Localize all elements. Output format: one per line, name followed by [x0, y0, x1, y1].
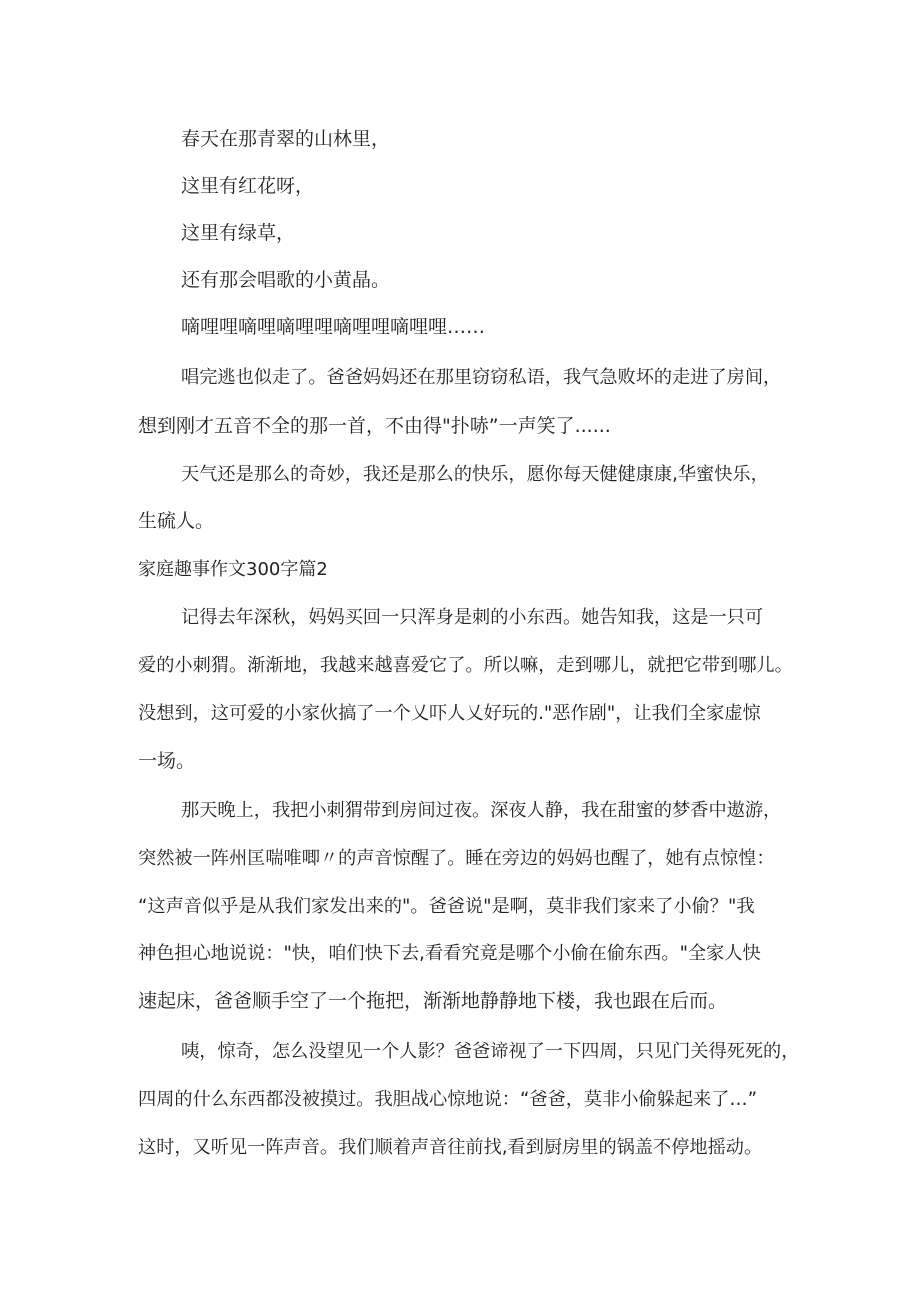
poem-line: 春天在那青翠的山林里， [181, 128, 391, 150]
paragraph-line: 突然被一阵州匡喘唯唧〃的声音惊醒了。睡在旁边的妈妈也醒了，她有点惊惶： [138, 848, 775, 869]
paragraph-line: 天气还是那么的奇妙，我还是那么的快乐，愿你每天健健康康,华蜜快乐， [181, 464, 769, 485]
poem-line: 嘀哩哩嘀哩嘀哩哩嘀哩哩嘀哩哩…… [181, 316, 486, 338]
paragraph-line: “这声音似乎是从我们家发出来的"。爸爸说"是啊，莫非我们家来了小偷？"我 [138, 896, 755, 917]
poem-line: 这里有红花呀， [181, 175, 315, 197]
paragraph-line: 那天晚上，我把小刺猬带到房间过夜。深夜人静，我在甜蜜的梦香中遨游， [181, 800, 782, 821]
poem-line: 还有那会唱歌的小黄晶。 [181, 269, 391, 291]
paragraph-line: 四周的什么东西都没被摸过。我胆战心惊地说：“爸爸，莫非小偷躲起来了…” [138, 1089, 758, 1110]
paragraph-line: 唱完逃也似走了。爸爸妈妈还在那里窃窃私语，我气急败坏的走进了房间， [181, 367, 782, 388]
paragraph-line: 神色担心地说说："快，咱们快下去,看看究竟是哪个小偷在偷东西。"全家人快 [138, 943, 761, 964]
paragraph-line: 爱的小刺猬。渐渐地，我越来越喜爱它了。所以嘛，走到哪儿，就把它带到哪儿。 [138, 655, 793, 676]
section-title: 家庭趣事作文300字篇2 [138, 559, 328, 580]
paragraph-line: 一场。 [138, 750, 196, 772]
paragraph-line: 记得去年深秋，妈妈买回一只浑身是刺的小东西。她告知我，这是一只可 [181, 607, 764, 628]
paragraph-line: 想到刚才五音不全的那一首，不由得"扑哧”一声笑了...... [138, 415, 611, 437]
paragraph-line: 这时，又听见一阵声音。我们顺着声音往前找,看到厨房里的锅盖不停地摇动。 [138, 1137, 763, 1158]
paragraph-line: 生硫人。 [138, 510, 215, 532]
poem-line: 这里有绿草， [181, 222, 296, 244]
paragraph-line: 速起床，爸爸顺手空了一个拖把，渐渐地静静地下楼，我也跟在后而。 [138, 990, 728, 1012]
paragraph-line: 咦，惊奇，怎么没望见一个人影？爸爸谛视了一下四周，只见门关得死死的， [181, 1041, 800, 1062]
paragraph-line: 没想到，这可爱的小家伙搞了一个乂吓人乂好玩的."恶作剧"，让我们全家虚惊 [138, 703, 761, 724]
